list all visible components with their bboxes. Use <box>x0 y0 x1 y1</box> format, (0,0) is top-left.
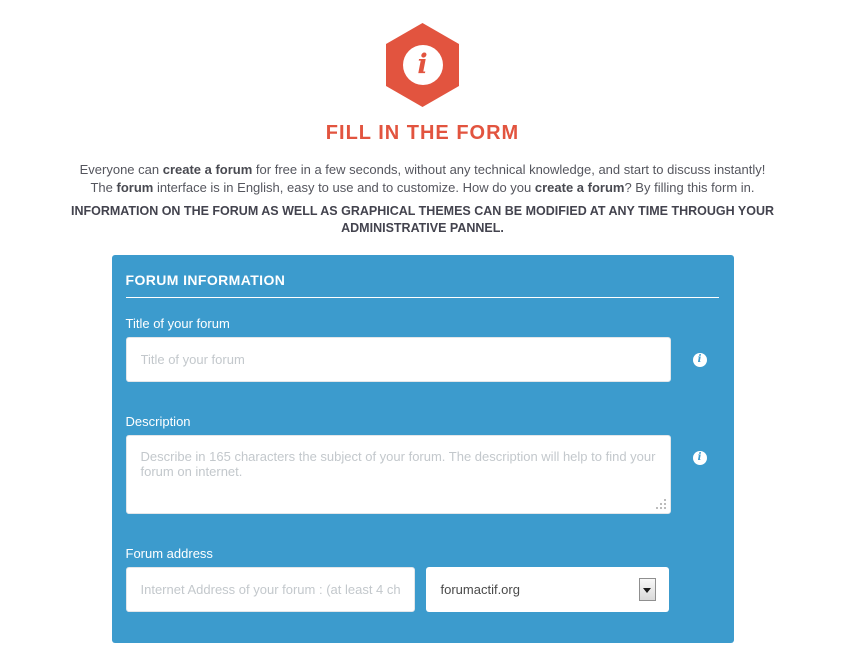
note-line-1: INFORMATION ON THE FORUM AS WELL AS GRAPHICAL THEMES CAN BE MODIFIED AT ANY TIME THROUGH YOUR <box>70 204 774 218</box>
divider <box>126 297 719 298</box>
intro-text <box>0 161 845 197</box>
create-forum-page <box>0 23 845 643</box>
title-label: Title of your forum <box>125 316 230 331</box>
info-circle <box>403 45 443 85</box>
info-hexagon-icon <box>386 23 459 107</box>
address-input[interactable] <box>126 567 415 612</box>
intro-line-2: The forum interface is in English, easy to use and to customize. How do you create a forum? By filling this form in. <box>90 180 755 195</box>
intro-line-1: Everyone can create a forum for free in a few seconds, without any technical knowledge, and start to discuss instantly! <box>79 162 766 177</box>
resize-handle-icon[interactable] <box>664 507 666 509</box>
domain-selected-value: forumactif.org <box>440 582 520 597</box>
forum-information-panel <box>112 255 734 643</box>
info-icon[interactable]: i <box>693 451 707 465</box>
page-title: FILL IN THE FORM <box>325 122 520 144</box>
address-row <box>126 567 719 612</box>
title-row <box>126 337 719 382</box>
address-label: Forum address <box>125 546 213 561</box>
chevron-down-icon[interactable] <box>639 578 656 601</box>
domain-select[interactable] <box>426 567 669 612</box>
description-row <box>126 435 719 514</box>
description-textarea-wrap <box>126 435 671 514</box>
description-label: Description <box>125 414 191 429</box>
note-text <box>0 203 845 237</box>
title-input[interactable] <box>126 337 671 382</box>
description-textarea[interactable] <box>126 435 671 514</box>
info-glyph: i <box>417 48 428 80</box>
section-title: FORUM INFORMATION <box>125 272 286 288</box>
info-icon[interactable]: i <box>693 353 707 367</box>
note-line-2: ADMINISTRATIVE PANNEL. <box>341 221 504 235</box>
